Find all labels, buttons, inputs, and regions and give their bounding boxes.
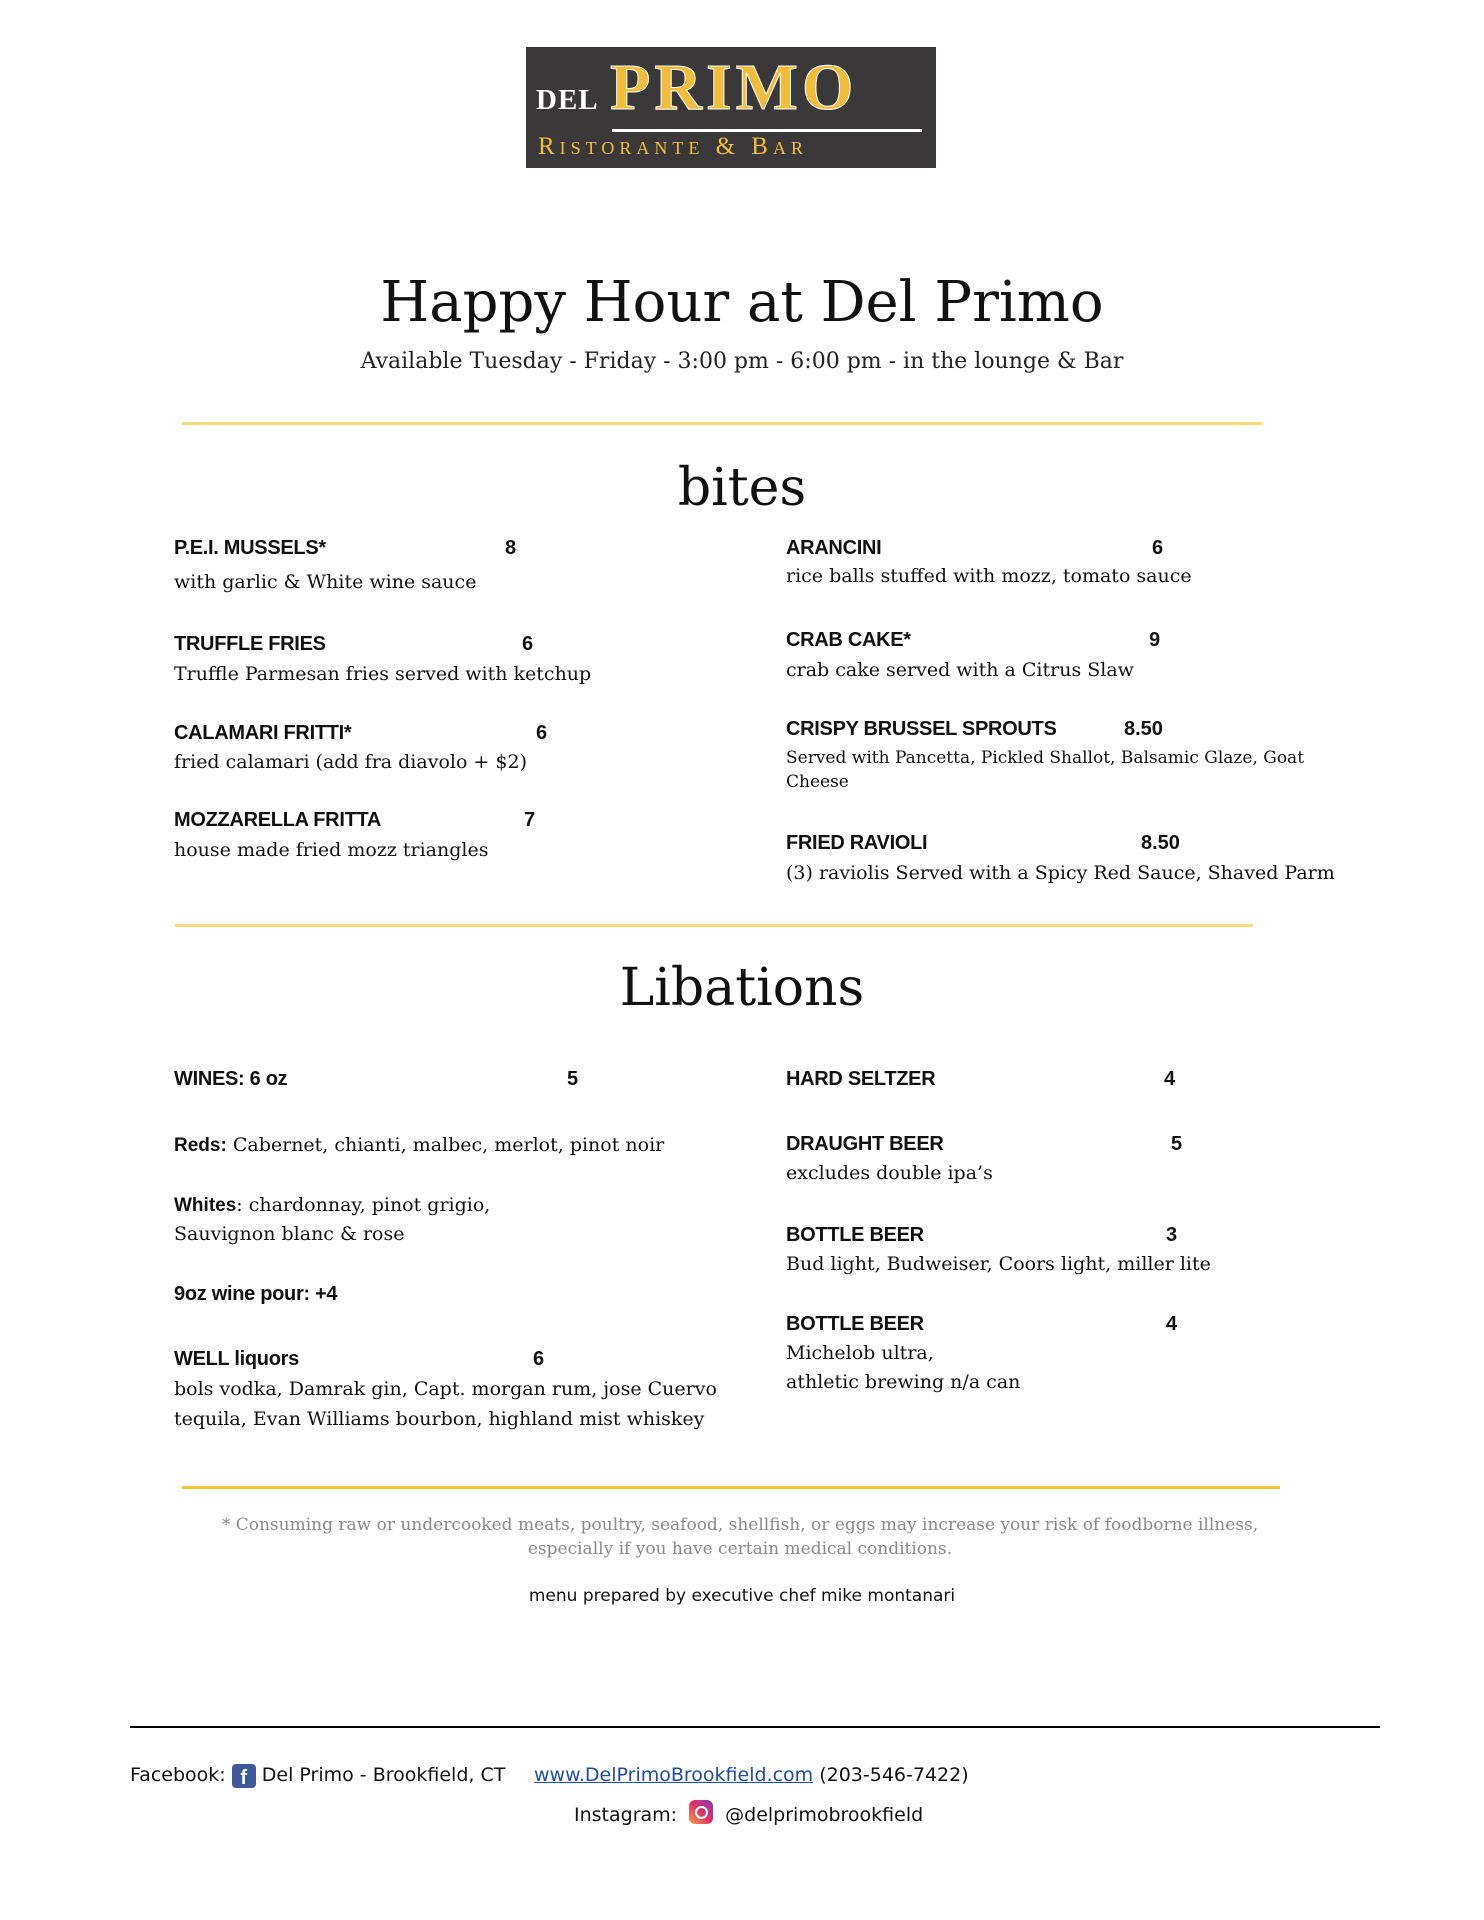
- bites-heading: bites: [677, 458, 807, 518]
- instagram-label: Instagram:: [574, 1804, 678, 1826]
- divider: [175, 924, 1253, 927]
- item-name: CRISPY BRUSSEL SPROUTS: [786, 718, 1057, 740]
- health-disclaimer: * Consuming raw or undercooked meats, poultry, seafood, shellfish, or eggs may increase your risk of foodborne illness, especially if you have certain medical conditions.: [221, 1515, 1259, 1559]
- page-subtitle: Available Tuesday - Friday - 3:00 pm - 6:00 pm - in the lounge & Bar: [360, 349, 1124, 374]
- divider: [182, 1486, 1280, 1489]
- facebook-row: [130, 1764, 505, 1788]
- contact-row: [534, 1764, 969, 1786]
- whites-line-2: Sauvignon blanc & rose: [174, 1223, 405, 1245]
- whites-label: Whites: [174, 1195, 237, 1216]
- item-price: 8.50: [1124, 718, 1163, 740]
- item-name: DRAUGHT BEER: [786, 1133, 944, 1155]
- item-price: 8.50: [1141, 832, 1180, 854]
- chef-credit: menu prepared by executive chef mike montanari: [528, 1586, 956, 1606]
- reds-line: [174, 1131, 664, 1160]
- item-name: ARANCINI: [786, 537, 882, 559]
- item-description: athletic brewing n/a can: [786, 1371, 1021, 1393]
- phone-number: (203-546-7422): [819, 1764, 969, 1786]
- item-description: Served with Pancetta, Pickled Shallot, Balsamic Glaze, Goat Cheese: [786, 748, 1305, 792]
- item-price: 6: [522, 633, 534, 655]
- item-price: 3: [1166, 1224, 1178, 1246]
- item-price: 4: [1164, 1068, 1176, 1090]
- whites-line: [174, 1191, 490, 1220]
- logo-primo: PRIMO: [610, 51, 858, 124]
- item-description: Bud light, Budweiser, Coors light, miller lite: [786, 1253, 1211, 1275]
- divider: [182, 422, 1262, 425]
- item-name: WELL liquors: [174, 1348, 299, 1370]
- item-name: TRUFFLE FRIES: [174, 633, 326, 655]
- logo-rule: [612, 129, 922, 132]
- facebook-page-name: Del Primo - Brookfield, CT: [261, 1764, 506, 1786]
- whites-text: : chardonnay, pinot grigio,: [236, 1194, 491, 1216]
- item-description: excludes double ipa’s: [786, 1162, 993, 1184]
- item-name: BOTTLE BEER: [786, 1224, 924, 1246]
- item-name: P.E.I. MUSSELS*: [174, 537, 326, 559]
- page-title: Happy Hour at Del Primo: [380, 270, 1104, 335]
- item-price: 6: [533, 1348, 545, 1370]
- instagram-row: [574, 1800, 923, 1826]
- item-name: CALAMARI FRITTI*: [174, 722, 352, 744]
- restaurant-logo: [526, 47, 936, 168]
- item-price: 4: [1166, 1313, 1178, 1335]
- reds-text: Cabernet, chianti, malbec, merlot, pinot noir: [226, 1134, 665, 1156]
- item-name: FRIED RAVIOLI: [786, 832, 928, 854]
- instagram-handle: @delprimobrookfield: [725, 1804, 924, 1826]
- item-price: 7: [524, 809, 536, 831]
- facebook-icon[interactable]: f: [232, 1764, 256, 1788]
- item-price: 6: [1152, 537, 1164, 559]
- item-description: Michelob ultra,: [786, 1342, 934, 1364]
- item-name: CRAB CAKE*: [786, 629, 911, 651]
- item-price: 5: [567, 1068, 579, 1090]
- logo-subtitle: Ristorante & Bar: [538, 133, 808, 160]
- item-price: 8: [505, 537, 517, 559]
- item-name: WINES: 6 oz: [174, 1068, 288, 1090]
- website-link[interactable]: www.DelPrimoBrookfield.com: [534, 1764, 814, 1786]
- footer-divider: [130, 1726, 1380, 1728]
- item-description: rice balls stuffed with mozz, tomato sauce: [786, 565, 1192, 587]
- item-description: Truffle Parmesan fries served with ketchup: [174, 663, 592, 685]
- item-description: tequila, Evan Williams bourbon, highland mist whiskey: [174, 1408, 705, 1430]
- item-description: house made fried mozz triangles: [174, 839, 489, 861]
- item-price: 5: [1171, 1133, 1183, 1155]
- logo-del: DEL: [536, 84, 599, 116]
- reds-label: Reds:: [174, 1135, 227, 1156]
- item-description: with garlic & White wine sauce: [174, 571, 477, 593]
- item-description: crab cake served with a Citrus Slaw: [786, 659, 1134, 681]
- item-description: (3) raviolis Served with a Spicy Red Sauce, Shaved Parm: [786, 862, 1335, 884]
- instagram-icon[interactable]: [689, 1800, 713, 1824]
- item-name: BOTTLE BEER: [786, 1313, 924, 1335]
- wine-pour-note: 9oz wine pour: +4: [174, 1283, 338, 1305]
- item-name: HARD SELTZER: [786, 1068, 936, 1090]
- item-description: fried calamari (add fra diavolo + $2): [174, 751, 527, 773]
- libations-heading: Libations: [619, 958, 865, 1018]
- item-price: 6: [536, 722, 548, 744]
- facebook-label: Facebook:: [130, 1764, 226, 1786]
- item-name: MOZZARELLA FRITTA: [174, 809, 382, 831]
- item-description: bols vodka, Damrak gin, Capt. morgan rum, jose Cuervo: [174, 1378, 717, 1400]
- item-price: 9: [1149, 629, 1161, 651]
